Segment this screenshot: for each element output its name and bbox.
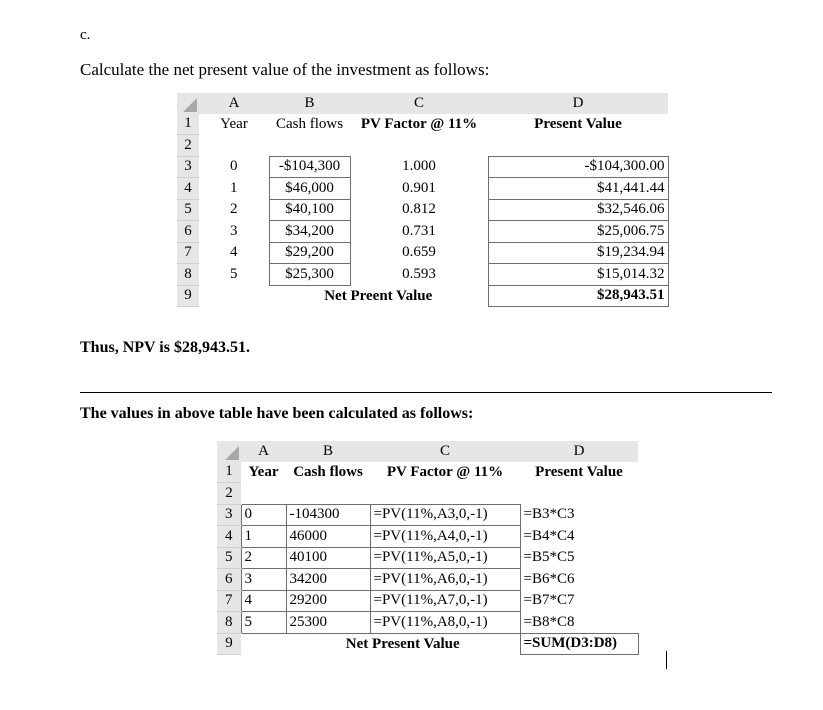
row-number[interactable]: 7 [217,590,241,612]
cell[interactable] [488,135,668,157]
cell[interactable] [286,483,370,505]
row-number[interactable]: 5 [217,547,241,569]
pv-factor-cell[interactable]: 0.593 [402,265,436,282]
column-header-row [177,93,668,114]
column-header-d[interactable]: D [488,93,668,114]
npv-formulas-table [217,441,639,655]
pv-factor-formula-cell[interactable]: =PV(11%,A8,0,-1) [370,612,520,634]
cell[interactable] [370,483,520,505]
present-value-cell[interactable]: $15,014.32 [488,264,668,286]
pv-factor-cell[interactable]: 0.659 [402,244,436,261]
cash-flow-cell[interactable]: -$104,300 [269,156,350,178]
cash-flow-cell[interactable]: 46000 [286,526,370,548]
pv-factor-formula-cell[interactable]: =PV(11%,A7,0,-1) [370,590,520,612]
cell[interactable] [199,285,269,307]
present-value-cell[interactable]: -$104,300.00 [488,156,668,178]
select-all-corner[interactable] [217,441,241,462]
cash-flow-cell[interactable]: $29,200 [269,242,350,264]
year-cell[interactable]: 4 [241,590,286,612]
year-cell[interactable]: 3 [241,569,286,591]
pv-factor-formula-cell[interactable]: =PV(11%,A3,0,-1) [370,504,520,526]
year-cell[interactable]: 1 [230,179,238,196]
row-number[interactable]: 2 [177,135,199,157]
present-value-cell[interactable]: $41,441.44 [488,178,668,200]
row-number[interactable]: 9 [217,633,241,655]
present-value-cell[interactable]: $32,546.06 [488,199,668,221]
table-row [217,633,638,655]
year-cell[interactable]: 4 [230,244,238,261]
year-cell[interactable]: 5 [230,265,238,282]
header-pv-factor[interactable]: PV Factor @ 11% [360,115,478,132]
select-all-corner[interactable] [177,93,199,114]
header-cash-flows[interactable]: Cash flows [275,115,344,132]
row-number[interactable]: 9 [177,285,199,307]
row-number[interactable]: 3 [177,156,199,178]
table-row [177,242,668,264]
present-value-cell[interactable]: $25,006.75 [488,221,668,243]
pv-factor-cell[interactable]: 0.731 [402,222,436,239]
text-cursor [666,651,667,669]
year-cell[interactable]: 5 [241,612,286,634]
npv-values-table [177,93,669,307]
calculation-heading: The values in above table have been calculated as follows: [80,405,474,422]
table-row [217,526,638,548]
cell[interactable] [241,633,286,655]
part-label: c. [80,27,91,43]
row-number[interactable]: 4 [217,526,241,548]
cash-flow-cell[interactable]: 34200 [286,569,370,591]
npv-conclusion: Thus, NPV is $28,943.51. [80,339,250,356]
present-value-formula-cell[interactable]: =B7*C7 [523,592,575,609]
row-number[interactable]: 2 [217,483,241,505]
cash-flow-cell[interactable]: -104300 [286,504,370,526]
table-row [177,264,668,286]
column-header-b[interactable]: B [269,93,350,114]
header-year[interactable]: Year [248,463,279,480]
column-header-d[interactable]: D [520,441,638,462]
present-value-formula-cell[interactable]: =B8*C8 [523,613,575,630]
table-row [177,285,668,307]
net-present-value-formula-cell[interactable]: =SUM(D3:D8) [520,633,638,655]
column-header-b[interactable]: B [286,441,370,462]
year-cell[interactable]: 1 [241,526,286,548]
instruction-text: Calculate the net present value of the investment as follows: [80,60,490,79]
pv-factor-cell[interactable]: 0.812 [402,201,436,218]
table-row [177,135,668,157]
year-cell[interactable]: 2 [230,201,238,218]
table-row [217,504,638,526]
present-value-cell[interactable]: $19,234.94 [488,242,668,264]
column-header-c[interactable]: C [370,441,520,462]
header-present-value[interactable]: Present Value [534,115,622,132]
net-present-value-label[interactable]: Net Preent Value [324,287,433,304]
present-value-formula-cell[interactable]: =B4*C4 [523,527,575,544]
table-row [217,483,638,505]
cash-flow-cell[interactable]: $46,000 [269,178,350,200]
row-number[interactable]: 8 [177,264,199,286]
pv-factor-cell[interactable]: 1.000 [402,158,436,175]
table-row [177,178,668,200]
cell[interactable] [241,483,286,505]
row-number[interactable]: 1 [217,462,241,483]
header-pv-factor[interactable]: PV Factor @ 11% [386,463,504,480]
table-row [177,199,668,221]
table-row [217,612,638,634]
pv-factor-formula-cell[interactable]: =PV(11%,A4,0,-1) [370,526,520,548]
column-header-a[interactable]: A [241,441,286,462]
cash-flow-cell[interactable]: 25300 [286,612,370,634]
pv-factor-cell[interactable]: 0.901 [402,179,436,196]
year-cell[interactable]: 2 [241,547,286,569]
cell[interactable] [269,135,350,157]
cash-flow-cell[interactable]: $40,100 [269,199,350,221]
year-cell[interactable]: 0 [230,158,238,175]
section-divider [80,392,772,393]
year-cell[interactable]: 0 [241,504,286,526]
row-number[interactable]: 4 [177,178,199,200]
cell[interactable] [350,135,488,157]
table-row [217,547,638,569]
row-number[interactable]: 7 [177,242,199,264]
cell[interactable] [199,135,269,157]
table-row [177,221,668,243]
header-year[interactable]: Year [220,115,248,132]
table-row [177,114,668,135]
year-cell[interactable]: 3 [230,222,238,239]
cash-flow-cell[interactable]: $34,200 [269,221,350,243]
present-value-formula-cell[interactable]: =B3*C3 [523,506,575,523]
header-present-value[interactable]: Present Value [535,463,623,480]
cash-flow-cell[interactable]: $25,300 [269,264,350,286]
row-number[interactable]: 8 [217,612,241,634]
select-all-triangle-icon [225,446,239,460]
table-row [217,590,638,612]
table-row [177,156,668,178]
table-row [217,569,638,591]
row-number[interactable]: 1 [177,114,199,135]
column-header-row [217,441,638,462]
net-present-value-cell[interactable]: $28,943.51 [488,285,668,307]
cash-flow-cell[interactable]: 40100 [286,547,370,569]
row-number[interactable]: 3 [217,504,241,526]
column-header-c[interactable]: C [350,93,488,114]
column-header-a[interactable]: A [199,93,269,114]
row-number[interactable]: 6 [177,221,199,243]
row-number[interactable]: 6 [217,569,241,591]
present-value-formula-cell[interactable]: =B6*C6 [523,570,575,587]
header-cash-flows[interactable]: Cash flows [293,463,363,480]
net-present-value-label[interactable]: Net Present Value [345,635,460,652]
cash-flow-cell[interactable]: 29200 [286,590,370,612]
pv-factor-formula-cell[interactable]: =PV(11%,A5,0,-1) [370,547,520,569]
table-row [217,462,638,483]
row-number[interactable]: 5 [177,199,199,221]
present-value-formula-cell[interactable]: =B5*C5 [523,549,575,566]
select-all-triangle-icon [183,98,197,112]
pv-factor-formula-cell[interactable]: =PV(11%,A6,0,-1) [370,569,520,591]
cell[interactable] [520,483,638,505]
